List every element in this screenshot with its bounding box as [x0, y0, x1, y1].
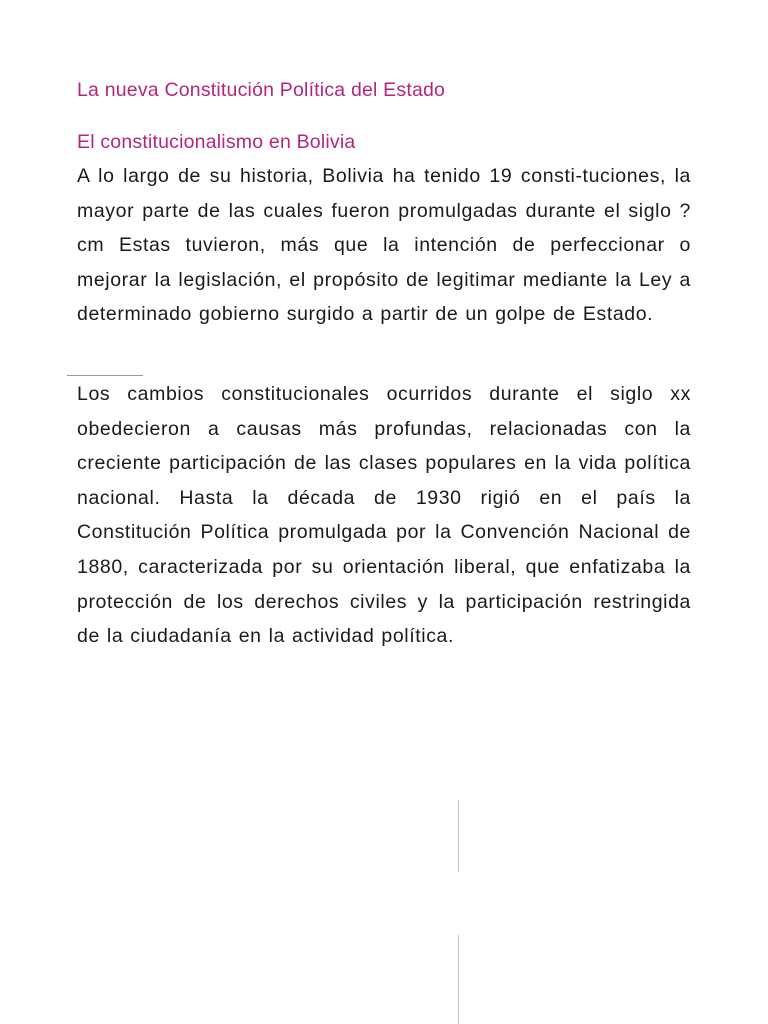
- vertical-rule: [458, 935, 459, 1024]
- body-paragraph: A lo largo de su historia, Bolivia ha tenido 19 consti-tuciones, la mayor parte de las cuales fueron promulgadas durante el siglo ?cm Estas tuvieron, más que la intención de perfeccionar o mejorar la legislación, el propósito de legitimar mediante la Ley a determinado gobierno surgido a partir de un golpe de Estado.: [77, 165, 691, 326]
- section-heading: El constitucionalismo en Bolivia: [77, 131, 356, 153]
- body-paragraph: Los cambios constitucionales ocurridos durante el siglo xx obedecieron a causas más profundas, relacionadas con la creciente participación de las clases populares en la vida política nacional. Hasta la década de 1930 rigió en el país la Constitución Política promulgada por la Convención Nacional de 1880, caracterizada por su orientación liberal, que enfatizaba la protección de los derechos civiles y la participación restringida de la ciudadanía en la actividad política.: [77, 383, 691, 648]
- document-title: La nueva Constitución Política del Estado: [77, 79, 446, 101]
- vertical-rule: [458, 800, 459, 872]
- paragraph-divider: [67, 375, 143, 376]
